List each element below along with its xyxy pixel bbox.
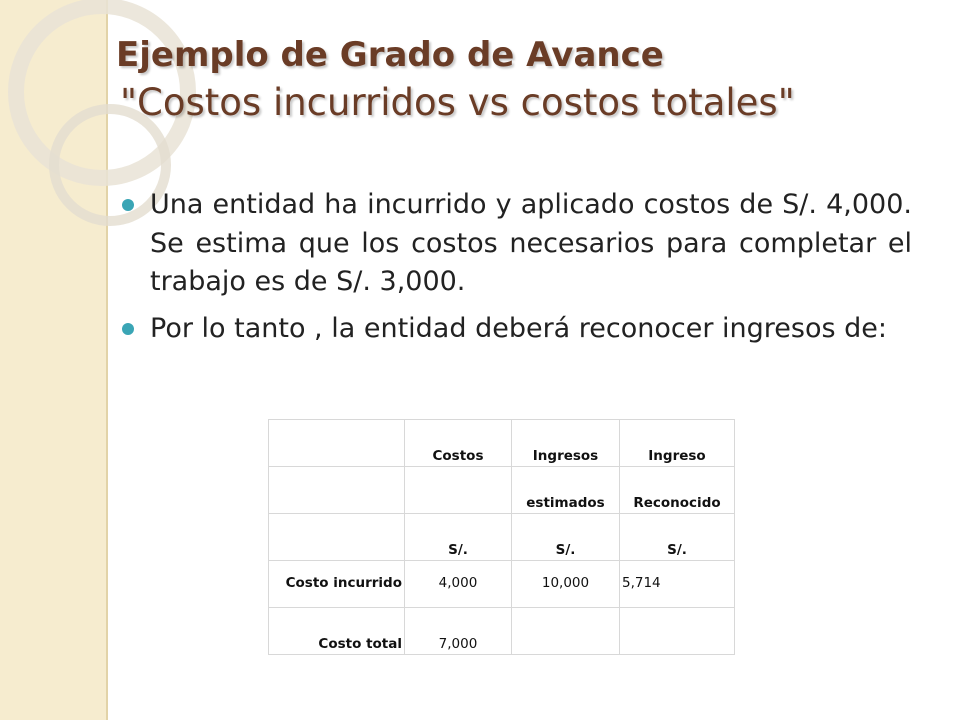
table-cell bbox=[269, 467, 405, 514]
bullet-dot-icon bbox=[122, 199, 134, 211]
table-cell: 5,714 bbox=[620, 561, 735, 608]
bullet-item bbox=[122, 310, 912, 349]
table-header-cell: estimados bbox=[512, 467, 620, 514]
table-header-cell: S/. bbox=[620, 514, 735, 561]
bullet-list bbox=[122, 186, 912, 356]
table-cell: 4,000 bbox=[405, 561, 512, 608]
table-header-cell: Reconocido bbox=[620, 467, 735, 514]
table-cell: 7,000 bbox=[405, 608, 512, 655]
table-header-row bbox=[269, 514, 735, 561]
row-label: Costo incurrido bbox=[269, 561, 405, 608]
table-header-cell: Costos bbox=[405, 420, 512, 467]
table-cell bbox=[269, 420, 405, 467]
row-label: Costo total bbox=[269, 608, 405, 655]
table-cell bbox=[269, 514, 405, 561]
table-header-cell: S/. bbox=[405, 514, 512, 561]
table-header-cell: Ingresos bbox=[512, 420, 620, 467]
table-header-cell bbox=[405, 467, 512, 514]
table-cell: 10,000 bbox=[512, 561, 620, 608]
bullet-dot-icon bbox=[122, 323, 134, 335]
table-row bbox=[269, 608, 735, 655]
table-cell bbox=[620, 608, 735, 655]
bullet-item bbox=[122, 186, 912, 302]
bullet-text: Una entidad ha incurrido y aplicado costos de S/. 4,000. Se estima que los costos necesarios para completar el trabajo es de S/. 3,000. bbox=[150, 189, 912, 298]
table-header-row bbox=[269, 420, 735, 467]
table-header-cell: Ingreso bbox=[620, 420, 735, 467]
table-row bbox=[269, 561, 735, 608]
bullet-text: Por lo tanto , la entidad deberá reconocer ingresos de: bbox=[150, 312, 888, 344]
title-line-1: Ejemplo de Grado de Avance bbox=[116, 35, 664, 75]
title-line-2: "Costos incurridos vs costos totales" bbox=[120, 81, 795, 124]
table-header-cell: S/. bbox=[512, 514, 620, 561]
table-cell bbox=[512, 608, 620, 655]
revenue-table bbox=[268, 419, 735, 655]
table-header-row bbox=[269, 467, 735, 514]
slide-title bbox=[116, 35, 946, 124]
